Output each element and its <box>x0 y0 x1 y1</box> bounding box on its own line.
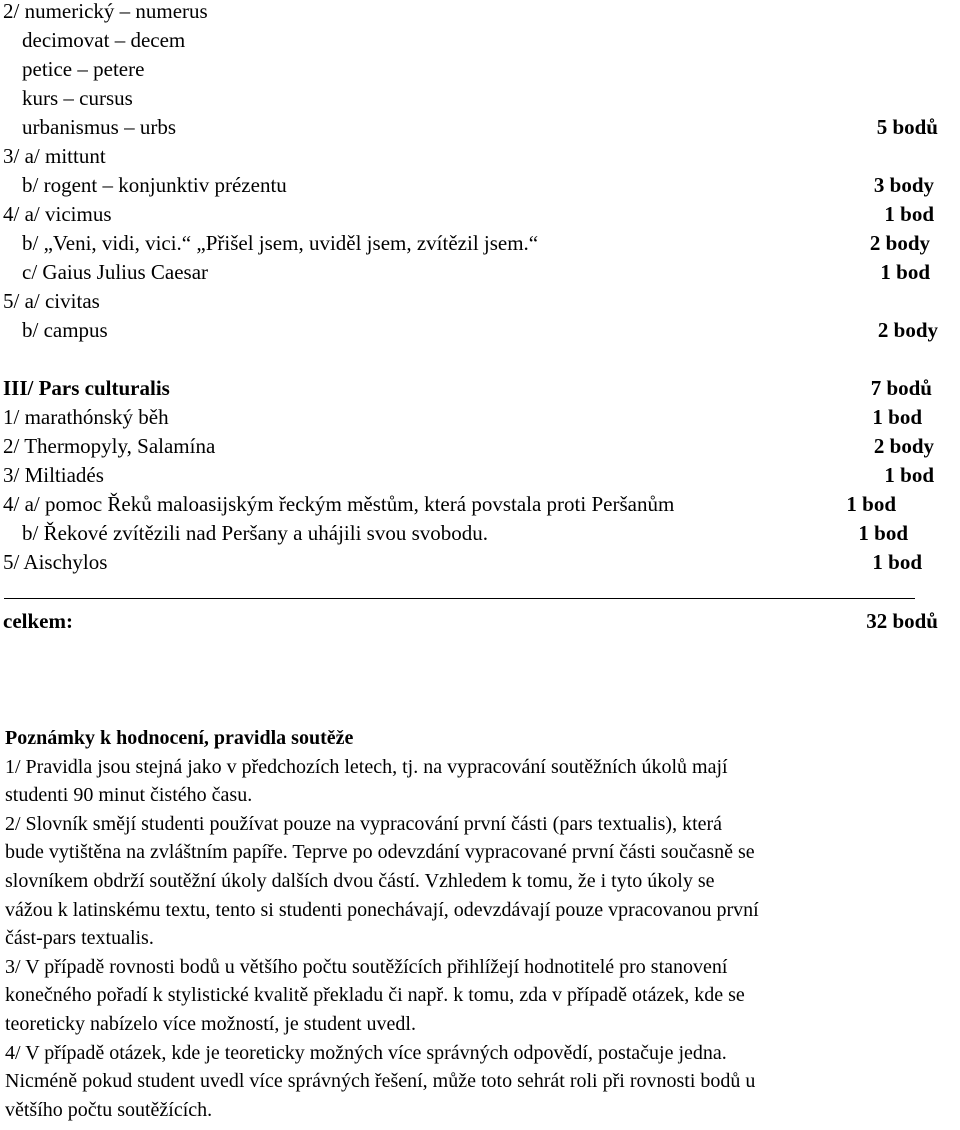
item-2-line: urbanismus – urbs <box>22 115 176 139</box>
answer-line <box>0 490 960 519</box>
culture-item: 5/ Aischylos <box>3 550 108 574</box>
item-4a-points: 1 bod <box>884 202 934 226</box>
notes-line: část-pars textualis. <box>5 927 154 950</box>
item-4a: 4/ a/ vicimus <box>3 202 112 226</box>
culture-item-points: 1 bod <box>872 550 922 574</box>
culture-item: 1/ marathónský běh <box>3 405 169 429</box>
notes-title: Poznámky k hodnocení, pravidla soutěže <box>5 727 354 749</box>
answer-line <box>0 55 960 84</box>
answer-line <box>0 0 960 26</box>
answer-line <box>0 432 960 461</box>
notes-line: Nicméně pokud student uvedl více správných řešení, může toto sehrát roli při rovnosti bodů u <box>5 1070 756 1093</box>
section-heading <box>0 374 960 403</box>
item-4c: c/ Gaius Julius Caesar <box>22 260 209 284</box>
section-3-title: III/ Pars culturalis <box>3 376 170 400</box>
item-3b: b/ rogent – konjunktiv prézentu <box>22 173 287 197</box>
notes-line: bude vytištěna na zvláštním papíře. Teprve po odevzdání vypracované první části současně se <box>5 841 755 864</box>
answer-line <box>0 113 960 142</box>
answer-line <box>0 461 960 490</box>
item-3a: 3/ a/ mittunt <box>3 144 106 168</box>
notes-line: konečného pořadí k stylistické kvalitě překladu či např. k tomu, zda v případě otázek, kde se <box>5 984 745 1007</box>
item-4b: b/ „Veni, vidi, vici.“ „Přišel jsem, uviděl jsem, zvítězil jsem.“ <box>22 231 539 255</box>
section-3-points: 7 bodů <box>870 376 932 400</box>
culture-item-points: 1 bod <box>884 463 934 487</box>
item-2-points: 5 bodů <box>876 115 938 139</box>
answer-line <box>0 287 960 316</box>
item-5b: b/ campus <box>22 318 108 342</box>
answer-line <box>0 258 960 287</box>
notes-section <box>5 724 955 1124</box>
item-2-label: 2/ numerický – numerus <box>3 0 208 23</box>
culture-item: 2/ Thermopyly, Salamína <box>3 434 216 458</box>
answer-line <box>0 84 960 113</box>
item-4c-points: 1 bod <box>880 260 930 284</box>
total-label: celkem: <box>3 609 73 633</box>
item-3-points: 3 body <box>873 173 934 197</box>
culture-item: b/ Řekové zvítězili nad Peršany a uhájili svou svobodu. <box>22 521 488 545</box>
culture-item: 4/ a/ pomoc Řeků maloasijským řeckým městům, která povstala proti Peršanům <box>3 492 675 516</box>
notes-line: 4/ V případě otázek, kde je teoreticky možných více správných odpovědí, postačuje jedna. <box>5 1041 727 1064</box>
notes-line: 2/ Slovník smějí studenti používat pouze na vypracování první části (pars textualis), která <box>5 812 723 835</box>
notes-line: teoreticky nabízelo více možností, je student uvedl. <box>5 1012 416 1035</box>
notes-line: 1/ Pravidla jsou stejná jako v předchozích letech, tj. na vypracování soutěžních úkolů mají <box>5 755 728 778</box>
total-divider <box>4 598 915 599</box>
total-line <box>0 607 960 636</box>
culture-item-points: 1 bod <box>872 405 922 429</box>
total-points: 32 bodů <box>866 609 938 633</box>
culture-item: 3/ Miltiadés <box>3 463 104 487</box>
notes-line: slovníkem obdrží soutěžní úkoly dalších dvou částí. Vzhledem k tomu, že i tyto úkoly se <box>5 869 715 892</box>
item-2-line: kurs – cursus <box>22 86 133 110</box>
item-4b-points: 2 body <box>869 231 930 255</box>
answer-line <box>0 171 960 200</box>
notes-line: 3/ V případě rovnosti bodů u většího počtu soutěžících přihlížejí hodnotitelé pro stanovení <box>5 955 728 978</box>
notes-line: většího počtu soutěžících. <box>5 1098 213 1121</box>
answer-line <box>0 229 960 258</box>
item-5a: 5/ a/ civitas <box>3 289 100 313</box>
item-2-line: petice – petere <box>22 57 145 81</box>
culture-item-points: 2 body <box>873 434 934 458</box>
notes-line: studenti 90 minut čistého času. <box>5 784 253 807</box>
answer-line <box>0 26 960 55</box>
answer-line <box>0 142 960 171</box>
answer-line <box>0 519 960 548</box>
answer-line <box>0 548 960 577</box>
notes-line: vážou k latinskému textu, tento si studenti ponechávají, odevzdávají pouze vpracovanou první <box>5 898 759 921</box>
item-2-line: decimovat – decem <box>22 28 186 52</box>
answer-line <box>0 316 960 345</box>
item-5-points: 2 body <box>877 318 938 342</box>
culture-item-points: 1 bod <box>846 492 896 516</box>
culture-item-points: 1 bod <box>858 521 908 545</box>
answer-line <box>0 200 960 229</box>
answer-line <box>0 403 960 432</box>
